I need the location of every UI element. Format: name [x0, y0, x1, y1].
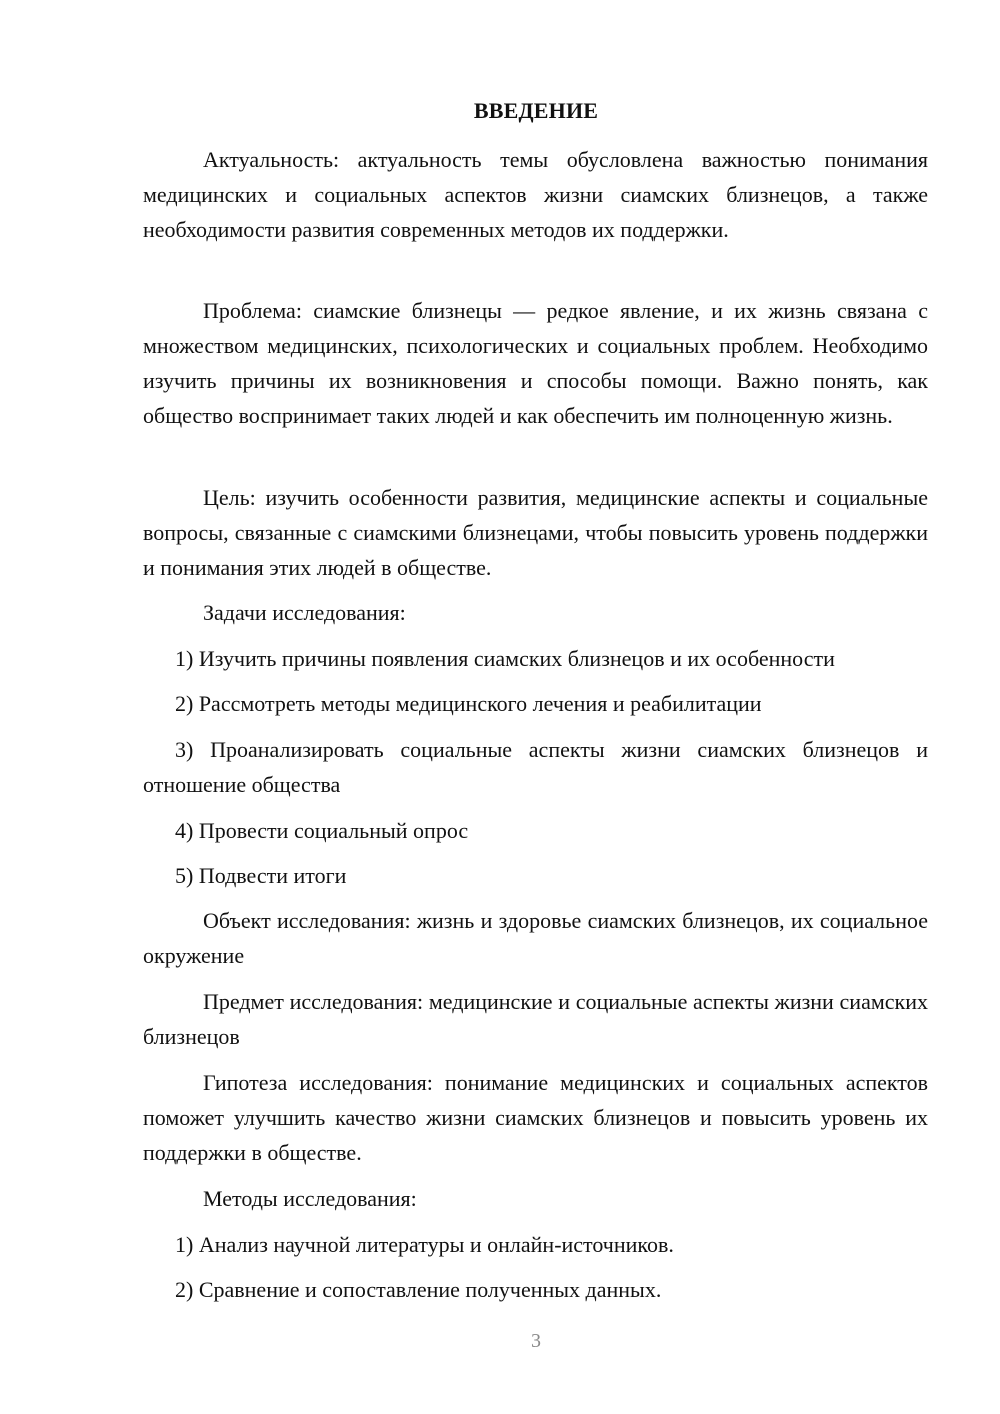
problem-paragraph: Проблема: сиамские близнецы — редкое явление, и их жизнь связана с множеством медицинских, психологических и социальных проблем. Необходимо изучить причины их возникновения и способы помощи. Важно понять, как общество воспринимает таких людей и как обеспечить им полноценную жизнь.	[143, 298, 928, 428]
task-item-2: 2) Рассмотреть методы медицинского лечения и реабилитации	[175, 691, 762, 716]
task-item-5: 5) Подвести итоги	[175, 863, 347, 888]
page-number: 3	[531, 1330, 541, 1352]
goal-paragraph: Цель: изучить особенности развития, медицинские аспекты и социальные вопросы, связанные с сиамскими близнецами, чтобы повысить уровень поддержки и понимания этих людей в обществе.	[143, 485, 928, 580]
tasks-heading: Задачи исследования:	[203, 600, 406, 625]
task-item-4: 4) Провести социальный опрос	[175, 818, 469, 843]
hypothesis-paragraph: Гипотеза исследования: понимание медицинских и социальных аспектов поможет улучшить качество жизни сиамских близнецов и повысить уровень их поддержки в обществе.	[143, 1070, 928, 1165]
relevance-paragraph: Актуальность: актуальность темы обусловлена важностью понимания медицинских и социальных аспектов жизни сиамских близнецов, а также необходимости развития современных методов их поддержки.	[143, 147, 928, 242]
task-item-3: 3) Проанализировать социальные аспекты жизни сиамских близнецов и отношение общества	[143, 737, 928, 797]
subject-paragraph: Предмет исследования: медицинские и социальные аспекты жизни сиамских близнецов	[143, 989, 928, 1049]
page-title: ВВЕДЕНИЕ	[473, 98, 599, 123]
method-item-2: 2) Сравнение и сопоставление полученных данных.	[175, 1277, 662, 1302]
object-paragraph: Объект исследования: жизнь и здоровье сиамских близнецов, их социальное окружение	[143, 908, 928, 968]
task-item-1: 1) Изучить причины появления сиамских близнецов и их особенности	[175, 646, 835, 671]
method-item-1: 1) Анализ научной литературы и онлайн-источников.	[175, 1232, 674, 1257]
methods-heading: Методы исследования:	[203, 1186, 417, 1211]
